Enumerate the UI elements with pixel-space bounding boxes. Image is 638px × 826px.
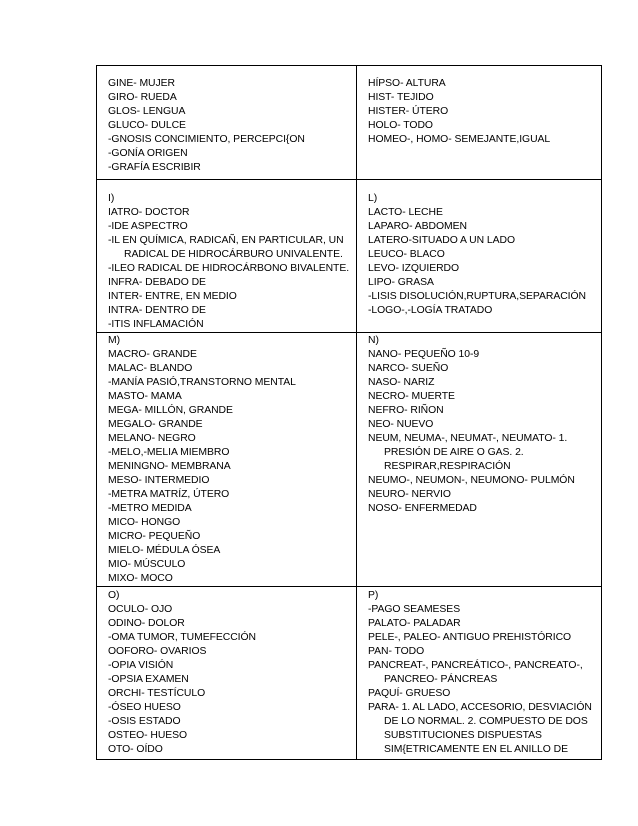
entry-line: MELANO- NEGRO: [108, 433, 196, 444]
cell-l: [357, 180, 602, 333]
entry-line: SUBSTITUCIONES DISPUESTAS: [384, 730, 542, 741]
entry-line: ORCHI- TESTÍCULO: [108, 688, 206, 699]
table-row: [97, 587, 602, 760]
entry-line: MASTO- MAMA: [108, 391, 182, 402]
entry-line: OTO- OÍDO: [108, 744, 163, 755]
entry-line: MENINGNO- MEMBRANA: [108, 461, 231, 472]
entry-line: -PAGO SEAMESES: [368, 604, 461, 615]
entry-line: -ÓSEO HUESO: [108, 702, 181, 713]
entry-line: GINE- MUJER: [108, 78, 175, 89]
entry-line: LEUCO- BLACO: [368, 249, 445, 260]
entry-line: -METRA MATRÍZ, ÚTERO: [108, 489, 230, 500]
entry-line: LEVO- IZQUIERDO: [368, 263, 460, 274]
entry-line: PAQUÍ- GRUESO: [368, 688, 451, 699]
entry-line: IATRO- DOCTOR: [108, 207, 190, 218]
entry-line: NEUM, NEUMA-, NEUMAT-, NEUMATO- 1.: [368, 433, 568, 444]
entry-line: NANO- PEQUEÑO 10-9: [368, 349, 480, 360]
entry-line: NASO- NARIZ: [368, 377, 435, 388]
entry-line: HISTER- ÚTERO: [368, 106, 449, 117]
entry-line: LIPO- GRASA: [368, 277, 434, 288]
entry-line: -GNOSIS CONCIMIENTO, PERCEPCI{ON: [108, 134, 305, 145]
entry-line: PARA- 1. AL LADO, ACCESORIO, DESVIACIÓN: [368, 702, 592, 713]
entry-line: NEUMO-, NEUMON-, NEUMONO- PULMÓN: [368, 475, 575, 486]
entry-line: MIELO- MÉDULA ÓSEA: [108, 545, 221, 556]
vocabulary-table: [96, 65, 602, 760]
entry-line: -ITIS INFLAMACIÓN: [108, 319, 204, 330]
entry-line: HOLO- TODO: [368, 120, 433, 131]
entry-line: -LOGO-,-LOGÍA TRATADO: [368, 305, 493, 316]
entry-line: L): [368, 193, 378, 204]
entry-line: PELE-, PALEO- ANTIGUO PREHISTÓRICO: [368, 632, 572, 643]
entry-line: NOSO- ENFERMEDAD: [368, 503, 477, 514]
entry-line: INFRA- DEBADO DE: [108, 277, 206, 288]
entry-line: -MELO,-MELIA MIEMBRO: [108, 447, 230, 458]
entry-line: -OPSIA EXAMEN: [108, 674, 189, 685]
entry-line: NEFRO- RIÑON: [368, 405, 444, 416]
entry-line: OSTEO- HUESO: [108, 730, 188, 741]
entry-line: -GRAFÍA ESCRIBIR: [108, 162, 201, 173]
entry-line: MEGA- MILLÓN, GRANDE: [108, 405, 233, 416]
entry-line: N): [368, 335, 379, 346]
entry-line: -OPIA VISIÓN: [108, 660, 174, 671]
entry-line: MACRO- GRANDE: [108, 349, 197, 360]
entry-line: LAPARO- ABDOMEN: [368, 221, 467, 232]
cell-h: [357, 66, 602, 180]
entry-line: HÍPSO- ALTURA: [368, 78, 446, 89]
entry-line: GIRO- RUEDA: [108, 92, 177, 103]
entry-line: HIST- TEJIDO: [368, 92, 434, 103]
entry-line: SIM{ETRICAMENTE EN EL ANILLO DE: [384, 744, 568, 755]
entry-line: O): [108, 590, 120, 601]
entry-line: RADICAL DE HIDROCÁRBURO UNIVALENTE.: [124, 249, 343, 260]
entry-line: -ILEO RADICAL DE HIDROCÁRBONO BIVALENTE.: [108, 263, 350, 274]
entry-line: LATERO-SITUADO A UN LADO: [368, 235, 515, 246]
cell-o: [97, 587, 357, 760]
entry-line: DE LO NORMAL. 2. COMPUESTO DE DOS: [384, 716, 588, 727]
entry-line: HOMEO-, HOMO- SEMEJANTE,IGUAL: [368, 134, 551, 145]
entry-line: GLOS- LENGUA: [108, 106, 186, 117]
entry-line: -OSIS ESTADO: [108, 716, 181, 727]
entry-line: -IDE ASPECTRO: [108, 221, 188, 232]
entry-line: NEO- NUEVO: [368, 419, 434, 430]
entry-line: MESO- INTERMEDIO: [108, 475, 210, 486]
entry-line: MIXO- MOCO: [108, 573, 173, 584]
entry-line: P): [368, 590, 379, 601]
entry-line: INTRA- DENTRO DE: [108, 305, 206, 316]
entry-line: PAN- TODO: [368, 646, 425, 657]
entry-line: MICO- HONGO: [108, 517, 181, 528]
entry-line: ODINO- DOLOR: [108, 618, 185, 629]
table-row: [97, 333, 602, 587]
entry-line: -IL EN QUÍMICA, RADICAÑ, EN PARTICULAR, UN: [108, 235, 344, 246]
entry-line: INTER- ENTRE, EN MEDIO: [108, 291, 237, 302]
entry-line: MICRO- PEQUEÑO: [108, 531, 201, 542]
entry-line: GLUCO- DULCE: [108, 120, 186, 131]
entry-line: -LISIS DISOLUCIÓN,RUPTURA,SEPARACIÓN: [368, 291, 586, 302]
entry-line: NEURO- NERVIO: [368, 489, 451, 500]
entry-line: -METRO MEDIDA: [108, 503, 192, 514]
cell-n: [357, 333, 602, 587]
entry-line: I): [108, 193, 115, 204]
entry-line: M): [108, 335, 121, 346]
entry-line: OOFORO- OVARIOS: [108, 646, 207, 657]
entry-line: PANCREO- PÁNCREAS: [384, 674, 498, 685]
entry-line: -MANÍA PASIÓ,TRANSTORNO MENTAL: [108, 377, 296, 388]
entry-line: -OMA TUMOR, TUMEFECCIÓN: [108, 632, 256, 643]
cell-m: [97, 333, 357, 587]
entry-line: PALATO- PALADAR: [368, 618, 461, 629]
cell-g: [97, 66, 357, 180]
table-row: [97, 180, 602, 333]
entry-line: OCULO- OJO: [108, 604, 173, 615]
entry-line: NECRO- MUERTE: [368, 391, 455, 402]
entry-line: PRESIÓN DE AIRE O GAS. 2.: [384, 447, 524, 458]
entry-line: NARCO- SUEÑO: [368, 363, 449, 374]
entry-line: PANCREAT-, PANCREÁTICO-, PANCREATO-,: [368, 660, 583, 671]
entry-line: LACTO- LECHE: [368, 207, 443, 218]
entry-line: RESPIRAR,RESPIRACIÓN: [384, 461, 511, 472]
cell-p: [357, 587, 602, 760]
entry-line: MIO- MÚSCULO: [108, 559, 186, 570]
entry-line: MEGALO- GRANDE: [108, 419, 203, 430]
table-row: [97, 66, 602, 180]
entry-line: -GONÍA ORIGEN: [108, 148, 188, 159]
cell-i: [97, 180, 357, 333]
entry-line: MALAC- BLANDO: [108, 363, 193, 374]
